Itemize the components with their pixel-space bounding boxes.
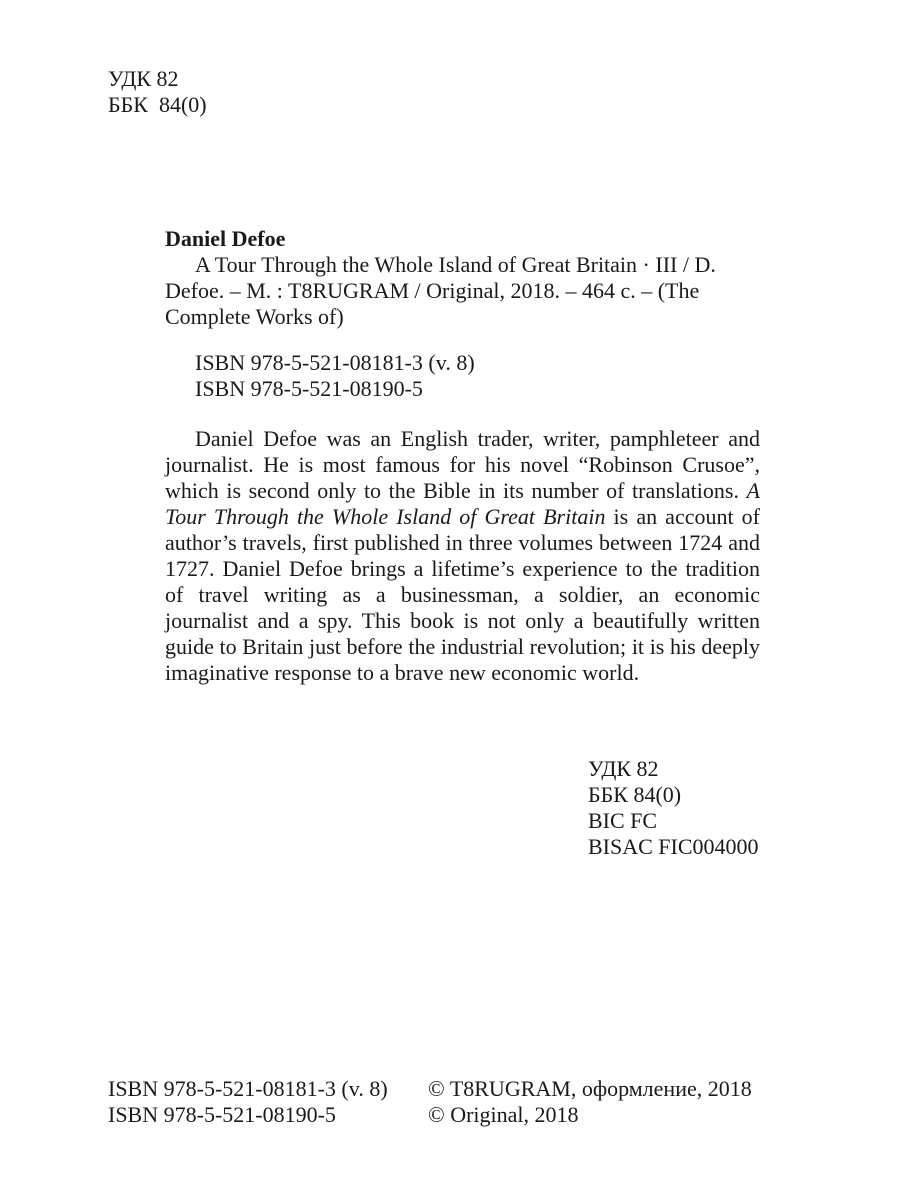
bic-code: BIC FC (588, 808, 658, 833)
catalog-record (165, 226, 760, 686)
author-name: Daniel Defoe (165, 226, 286, 251)
bisac-code: BISAC FIC004000 (588, 834, 759, 859)
classification-codes (588, 756, 759, 860)
annotation-book-title: A Tour Through the Whole Island of Great Britain (165, 478, 760, 529)
copyright-notices (428, 1076, 752, 1128)
udk-code: УДК 82 (108, 66, 179, 91)
bottom-isbn-list (108, 1076, 388, 1128)
udk-code-right: УДК 82 (588, 756, 659, 781)
isbn-block (165, 350, 760, 402)
annotation-text-1: Daniel Defoe was an English trader, writer, pamphleteer and journalist. He is most famous for his novel “Robinson Crusoe”, which is second only to the Bible in its number of translations. (165, 426, 760, 503)
bbk-code-right: ББК 84(0) (588, 782, 682, 807)
annotation (165, 426, 760, 686)
bibliographic-description: A Tour Through the Whole Island of Great Britain · III / D. Defoe. – M. : T8RUGRAM / Original, 2018. – 464 с. – (The Complete Works of) (165, 252, 716, 329)
bottom-isbn-set: ISBN 978-5-521-08190-5 (108, 1102, 336, 1127)
copyright-design: © T8RUGRAM, оформление, 2018 (428, 1076, 752, 1101)
bbk-code: ББК 84(0) (108, 92, 207, 117)
copyright-original: © Original, 2018 (428, 1102, 579, 1127)
bottom-isbn-volume: ISBN 978-5-521-08181-3 (v. 8) (108, 1076, 388, 1101)
annotation-text-2: is an account of author’s travels, first published in three volumes between 1724 and 1727. Daniel Defoe brings a lifetime’s experience to the tradition of travel writing as a businessman, a soldier, an economic journalist and a spy. This book is not only a beautifully written guide to Britain just before the industrial revolution; it is his deeply imaginative response to a brave new economic world. (165, 504, 760, 685)
isbn-volume: ISBN 978-5-521-08181-3 (v. 8) (195, 350, 475, 375)
top-classification-codes (108, 66, 207, 118)
isbn-set: ISBN 978-5-521-08190-5 (195, 376, 423, 401)
